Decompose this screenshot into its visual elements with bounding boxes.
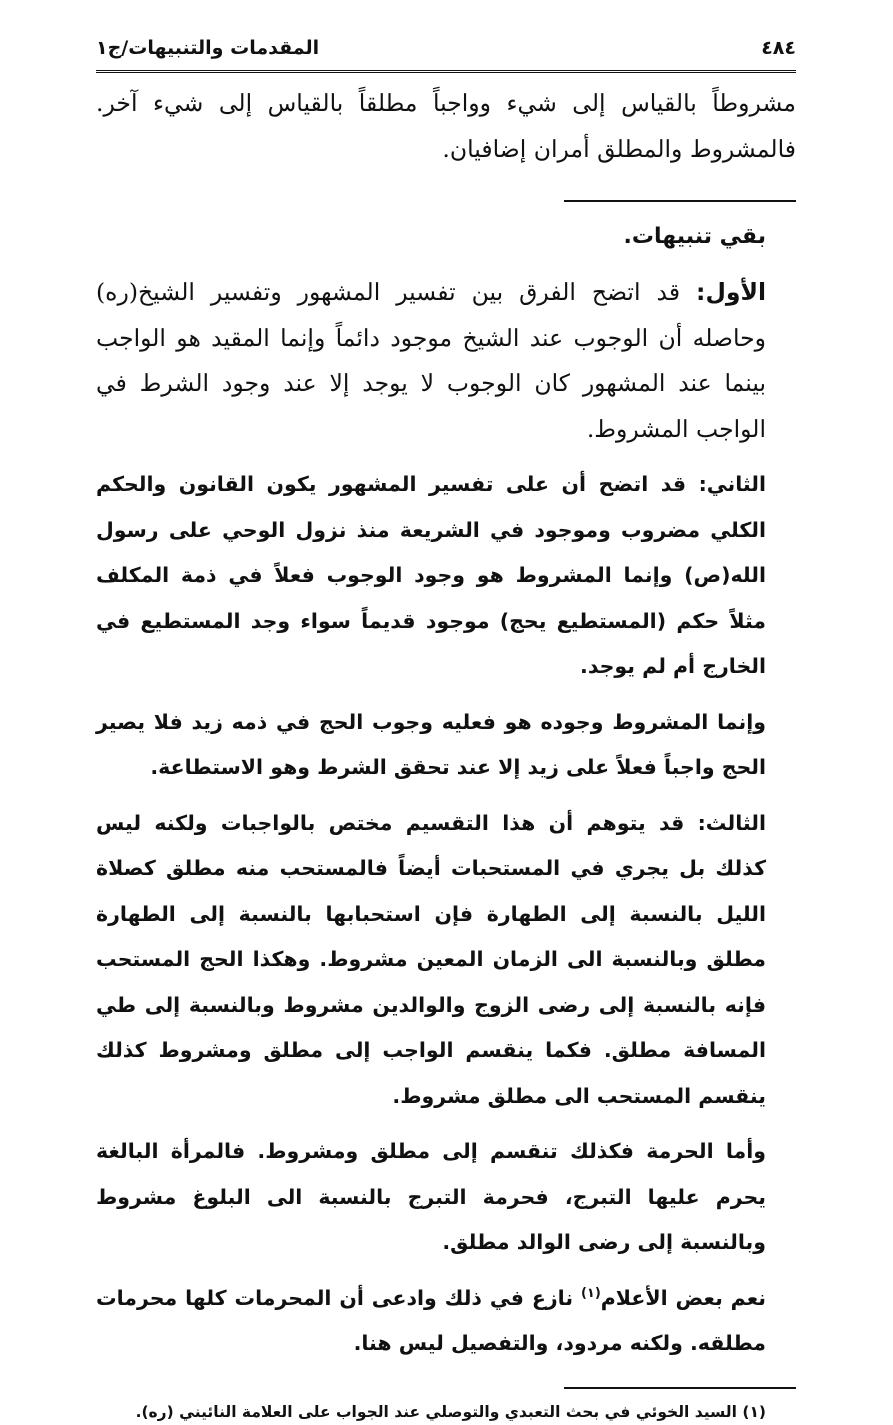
- section-divider: [564, 200, 796, 202]
- footnote-reference[interactable]: (١): [580, 1285, 601, 1301]
- section-title: بقي تنبيهات.: [623, 224, 766, 249]
- note-second-text: قد اتضح أن على تفسير المشهور يكون القانون والحكم الكلي مضروب وموجود في الشريعة منذ نزول الوحي على رسول الله(ص) وإنما المشروط هو وجود الوجوب فعلاً في ذمة المكلف مثلاً حكم (المستطيع يحج) موجود قديماً سواء وجد المستطيع في الخارج أم لم يوجد.: [96, 472, 766, 678]
- book-page: [96, 26, 796, 1425]
- note-fourth-text-a: نعم بعض الأعلام: [600, 1285, 766, 1310]
- note-third-lead: الثالث:: [697, 810, 766, 835]
- note-first-lead: الأول:: [696, 278, 766, 306]
- note-first-paragraph: [96, 270, 796, 452]
- note-fourth-paragraph: [96, 1276, 796, 1367]
- footnote-divider: [564, 1387, 796, 1389]
- running-head: [96, 26, 796, 70]
- note-first-text: قد اتضح الفرق بين تفسير المشهور وتفسير الشيخ(ره) وحاصله أن الوجوب عند الشيخ موجود دائماً وإنما المقيد هو الواجب بينما عند المشهور كان الوجوب لا يوجد إلا عند وجود الشرط في الواجب المشروط.: [96, 278, 766, 443]
- header-rule: [96, 70, 796, 73]
- note-third-continuation: وأما الحرمة فكذلك تنقسم إلى مطلق ومشروط. فالمرأة البالغة يحرم عليها التبرج، فحرمة التبرج بالنسبة الى البلوغ مشروط وبالنسبة إلى رضى الوالد مطلق.: [96, 1139, 766, 1254]
- note-second-continuation: وإنما المشروط وجوده هو فعليه وجوب الحج في ذمه زيد فلا يصير الحج واجباً فعلاً على زيد إلا عند تحقق الشرط وهو الاستطاعة.: [96, 709, 766, 779]
- intro-paragraph: مشروطاً بالقياس إلى شيء وواجباً مطلقاً بالقياس إلى شيء آخر. فالمشروط والمطلق أمران إضافيان.: [96, 89, 796, 163]
- note-second-paragraph: [96, 462, 796, 690]
- footnote-1: (١) السيد الخوئي في بحث التعبدي والتوصلي عند الجواب على العلامة النائيني (ره).: [135, 1402, 766, 1421]
- page-number: ٤٨٤: [761, 37, 796, 59]
- note-third-paragraph: [96, 801, 796, 1120]
- note-fourth-text-b: نازع في ذلك وادعى أن المحرمات كلها محرمات مطلقه. ولكنه مردود، والتفصيل ليس هنا.: [96, 1285, 766, 1355]
- note-third-text: قد يتوهم أن هذا التقسيم مختص بالواجبات ولكنه ليس كذلك بل يجري في المستحبات أيضاً فالمستحب منه مطلق كصلاة الليل بالنسبة إلى الطهارة فإن استحبابها بالنسبة إلى الطهارة مطلق وبالنسبة الى الزمان المعين مشروط. وهكذا الحج المستحب فإنه بالنسبة إلى رضى الزوج والوالدين مشروط وبالنسبة إلى طي المسافة مطلق. فكما ينقسم الواجب إلى مطلق ومشروط كذلك ينقسم المستحب الى مطلق مشروط.: [96, 810, 766, 1108]
- note-second-lead: الثاني:: [698, 472, 766, 496]
- main-text: [96, 81, 796, 1367]
- running-title: المقدمات والتنبيهات/ج١: [96, 37, 320, 59]
